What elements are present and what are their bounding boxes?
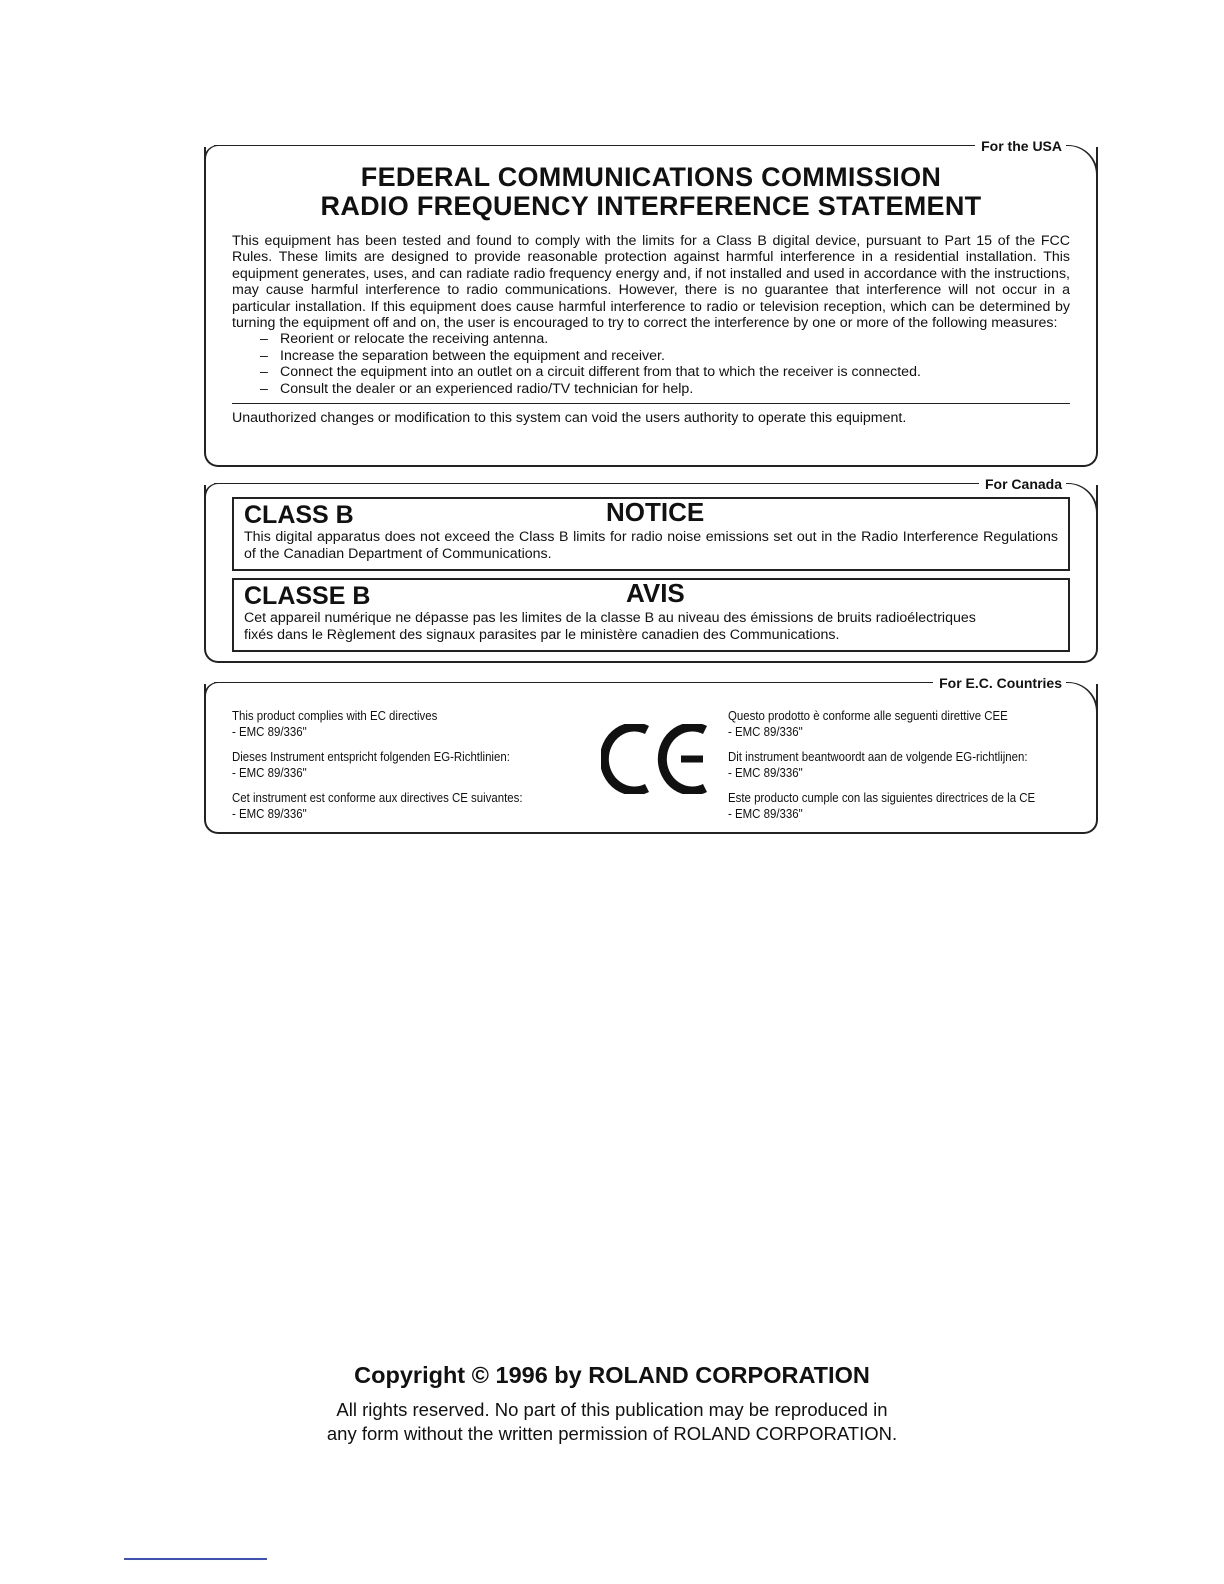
measures-list <box>232 331 1070 397</box>
ec-statement <box>232 749 523 781</box>
ec-text: Questo prodotto è conforme alle seguenti direttive CEE <box>728 708 1008 723</box>
ec-code: - EMC 89/336" <box>232 724 307 739</box>
box-corner-right <box>1066 682 1098 713</box>
ec-code: - EMC 89/336" <box>232 765 307 780</box>
class-label: CLASS B <box>244 501 354 529</box>
box-corner-left <box>204 682 220 697</box>
divider <box>232 403 1070 404</box>
avis-text-line1: Cet appareil numérique ne dépasse pas les limites de la classe B au niveau des émissions de bruits radioélectriques <box>244 610 976 626</box>
list-item: – Connect the equipment into an outlet on a circuit different from that to which the receiver is connected. <box>260 364 1070 380</box>
footer-rule <box>124 1558 267 1560</box>
ec-code: - EMC 89/336" <box>728 806 803 821</box>
ec-statement <box>232 708 523 740</box>
classe-label: CLASSE B <box>244 582 371 610</box>
fcc-title-line2: RADIO FREQUENCY INTERFERENCE STATEMENT <box>320 191 982 221</box>
copyright-block <box>0 1362 1224 1446</box>
ec-text: Cet instrument est conforme aux directives CE suivantes: <box>232 790 523 805</box>
region-label-canada: For Canada <box>979 475 1066 493</box>
fcc-title-line1: FEDERAL COMMUNICATIONS COMMISSION <box>360 162 942 192</box>
copyright-text-line1: All rights reserved. No part of this publication may be reproduced in <box>336 1399 888 1420</box>
fcc-warning: Unauthorized changes or modification to this system can void the users authority to operate this equipment. <box>232 410 907 427</box>
box-top-rule <box>214 145 1068 146</box>
ec-statement <box>232 790 523 822</box>
copyright-text-line2: any form without the written permission of ROLAND CORPORATION. <box>326 1423 898 1444</box>
box-corner-right <box>1066 483 1098 514</box>
box-corner-left <box>204 483 220 498</box>
avis-label: AVIS <box>626 578 685 608</box>
box-corner-left <box>204 145 220 160</box>
notice-label: NOTICE <box>606 497 705 527</box>
ec-text: Este producto cumple con las siguientes directrices de la CE <box>728 790 1036 805</box>
ec-text: Dit instrument beantwoordt aan de volgende EG-richtlijnen: <box>728 749 1028 764</box>
region-label-usa: For the USA <box>975 137 1066 155</box>
ec-left-column <box>232 708 523 831</box>
list-item: – Reorient or relocate the receiving antenna. <box>260 331 1070 347</box>
ec-code: - EMC 89/336" <box>728 724 803 739</box>
ec-text: This product complies with EC directives <box>232 708 438 723</box>
region-label-ec: For E.C. Countries <box>933 674 1066 692</box>
ec-code: - EMC 89/336" <box>232 806 307 821</box>
notice-box-french <box>232 578 1070 652</box>
notice-header <box>244 580 1058 610</box>
ec-code: - EMC 89/336" <box>728 765 803 780</box>
copyright-title: Copyright © 1996 by ROLAND CORPORATION <box>354 1362 870 1388</box>
notice-box-english <box>232 497 1070 571</box>
avis-text-line2: fixés dans le Règlement des signaux parasites par le ministère canadien des Communications. <box>244 627 840 643</box>
ec-statement <box>728 749 1035 781</box>
notice-header <box>244 499 1058 529</box>
box-corner-right <box>1066 145 1098 176</box>
list-item: – Increase the separation between the equipment and receiver. <box>260 348 1070 364</box>
ec-statement <box>728 708 1035 740</box>
canada-section <box>204 476 1098 663</box>
ce-mark-icon <box>601 724 711 794</box>
fcc-paragraph: This equipment has been tested and found to comply with the limits for a Class B digital device, pursuant to Part 15 of the FCC Rules. These limits are designed to provide reasonable protection against harmful interference in a residential installation. This equipment generates, uses, and can radiate radio frequency energy and, if not installed and used in accordance with the instructions, may cause harmful interference to radio communications. However, there is no guarantee that interference will not occur in a particular installation. If this equipment does cause harmful interference to radio or television reception, which can be determined by turning the equipment off and on, the user is encouraged to try to correct the interference by one or more of the following measures: <box>232 233 1070 332</box>
ec-section <box>204 675 1098 834</box>
list-item: – Consult the dealer or an experienced radio/TV technician for help. <box>260 381 1070 397</box>
ec-statement <box>728 790 1035 822</box>
box-top-rule <box>214 483 1068 484</box>
fcc-content <box>232 163 1070 426</box>
ec-text: Dieses Instrument entspricht folgenden EG-Richtlinien: <box>232 749 510 764</box>
fcc-section <box>204 138 1098 467</box>
notice-text: This digital apparatus does not exceed the Class B limits for radio noise emissions set out in the Radio Interference Regulations of the Canadian Department of Communications. <box>244 529 1058 562</box>
ec-right-column <box>728 708 1035 831</box>
